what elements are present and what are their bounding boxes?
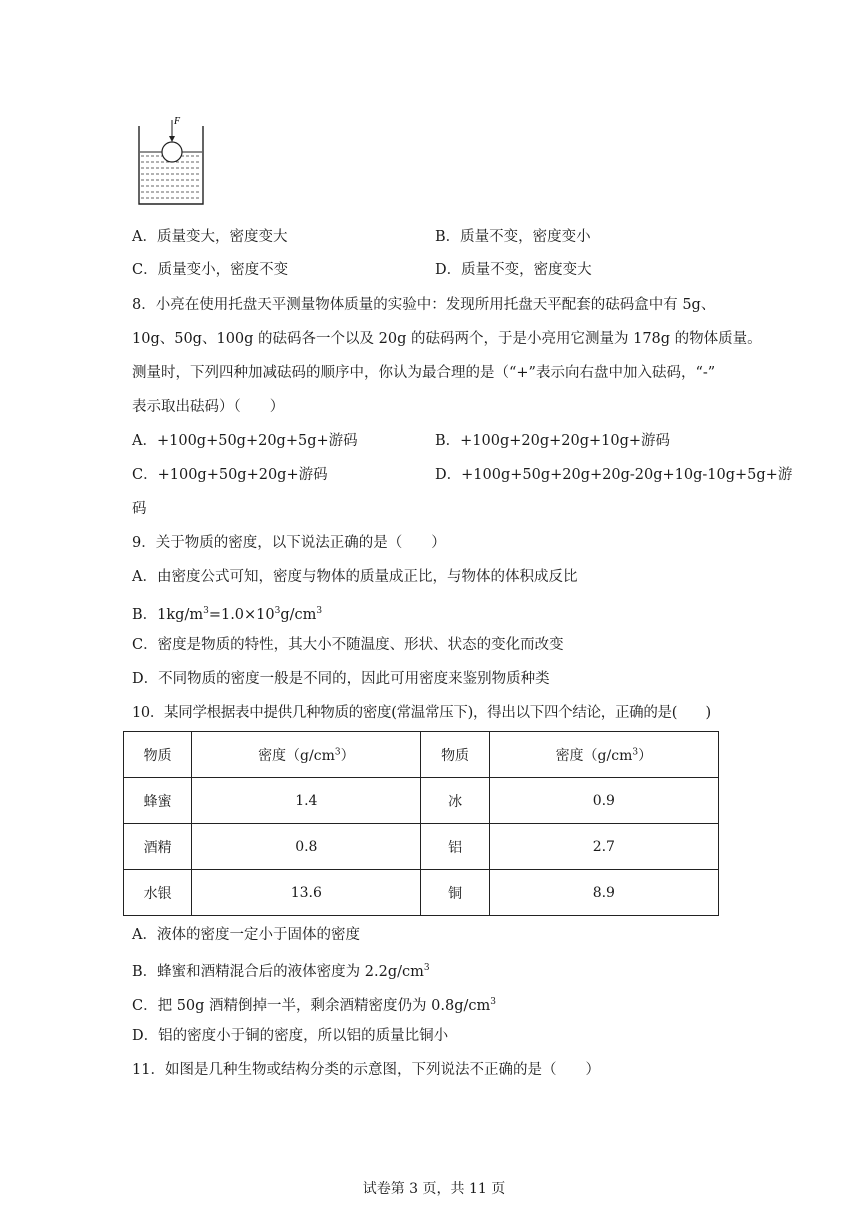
q10-option-a: A．液体的密度一定小于固体的密度 [132,927,360,943]
table-cell: 13.6 [192,870,421,916]
q8-stem-line-4: 表示取出砝码）（ ） [132,399,285,415]
table-cell: 铜 [421,870,489,916]
table-cell: 1.4 [192,778,421,824]
q9-option-c: C．密度是物质的特性，其大小不随温度、形状、状态的变化而改变 [132,637,564,653]
force-label: F [174,116,181,127]
table-row [124,870,719,916]
q10-stem: 10．某同学根据表中提供几种物质的密度(常温常压下)，得出以下四个结论，正确的是( ) [132,705,711,721]
q9-option-b: B．$1kg/m^3=1.0\times 10^3g/cm^3$ [132,606,323,623]
q7-option-c: C．质量变小，密度不变 [132,262,289,278]
table-cell: 8.9 [489,870,718,916]
header-density-2: 密度$(g/cm^3)$ [489,732,718,778]
table-cell: 2.7 [489,824,718,870]
q11-stem: 11．如图是几种生物或结构分类的示意图，下列说法不正确的是（ ） [132,1062,600,1078]
table-cell: 酒精 [124,824,192,870]
ball [162,142,182,162]
q8-stem-line-3: 测量时，下列四种加减砝码的顺序中，你认为最合理的是（“+”表示向右盘中加入砝码，“-” [132,365,716,381]
header-density-1: 密度$(g/cm^3)$ [192,732,421,778]
q9-stem: 9．关于物质的密度，以下说法正确的是（ ） [132,535,446,551]
q7-option-b: B．质量不变，密度变小 [435,229,591,245]
q9-option-a: A．由密度公式可知，密度与物体的质量成正比，与物体的体积成反比 [132,569,578,585]
table-cell: 冰 [421,778,489,824]
q8-option-d: D．+100g+50g+20g+20g-20g+10g-10g+5g+游 [435,467,793,483]
q8-stem-line-2: 10g、50g、100g 的砝码各一个以及 20g 的砝码两个，于是小亮用它测量为 178g 的物体质量。 [132,331,762,347]
q10-option-d: D．铝的密度小于铜的密度，所以铝的质量比铜小 [132,1028,449,1044]
q8-option-d-wrap: 码 [132,501,147,517]
q8-stem-line-1: 8．小亮在使用托盘天平测量物体质量的实验中：发现所用托盘天平配套的砝码盒中有 5g、 [132,297,716,313]
q9-option-d: D．不同物质的密度一般是不同的，因此可用密度来鉴别物质种类 [132,671,550,687]
q8-option-c: C．+100g+50g+20g+游码 [132,467,328,483]
header-substance-2: 物质 [421,732,489,778]
table-cell: 0.9 [489,778,718,824]
density-table [123,731,719,916]
table-row [124,778,719,824]
q8-option-b: B．+100g+20g+20g+10g+游码 [435,433,671,449]
table-cell: 水银 [124,870,192,916]
q7-option-a: A．质量变大，密度变大 [132,229,288,245]
container-ball-figure [132,112,210,208]
table-row [124,824,719,870]
page-footer: 试卷第 3 页，共 11 页 [362,1181,506,1197]
q8-option-a: A．+100g+50g+20g+5g+游码 [132,433,358,449]
header-substance-1: 物质 [124,732,192,778]
table-cell: 铝 [421,824,489,870]
table-cell: 蜂蜜 [124,778,192,824]
table-header-row [124,732,719,778]
table-cell: 0.8 [192,824,421,870]
q7-option-d: D．质量不变，密度变大 [435,262,592,278]
q10-option-b: B．蜂蜜和酒精混合后的液体密度为 $2.2g/cm^3$ [132,963,430,980]
q10-option-c: C．把 50g 酒精倒掉一半，剩余酒精密度仍为 $0.8g/cm^3$ [132,997,496,1014]
